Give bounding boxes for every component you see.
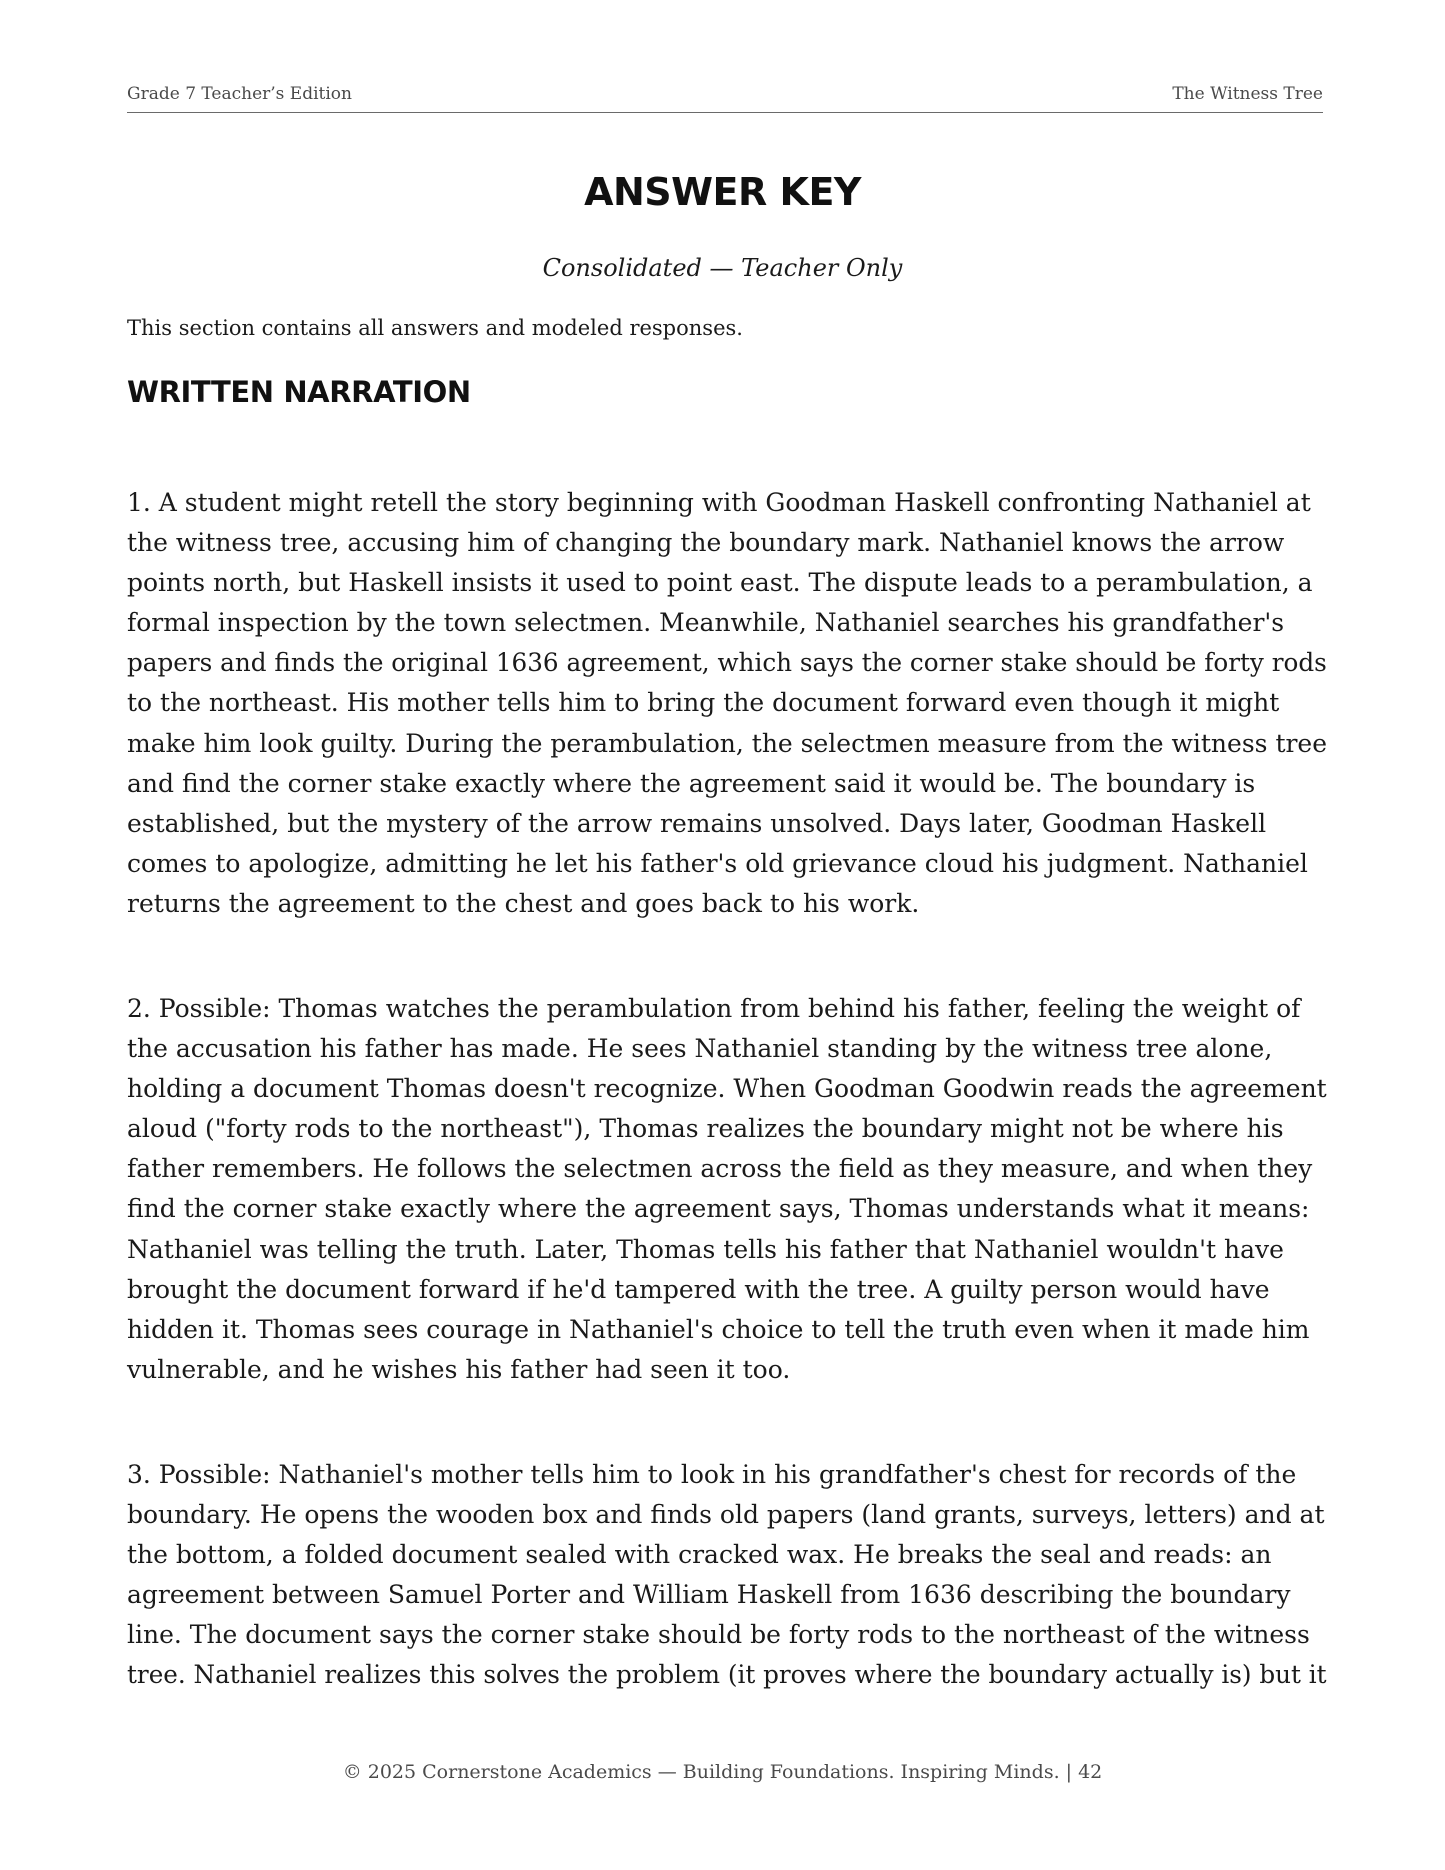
answer-line: to the northeast. His mother tells him to bring the document forward even though it might: [127, 688, 1280, 718]
answer-line: agreement between Samuel Porter and William Haskell from 1636 describing the boundary: [127, 1580, 1291, 1610]
answer-line: find the corner stake exactly where the agreement says, Thomas understands what it means:: [127, 1194, 1310, 1224]
answer-line: established, but the mystery of the arrow remains unsolved. Days later, Goodman Haskell: [127, 808, 1267, 838]
answer-3: [127, 1455, 1327, 1696]
page-footer: © 2025 Cornerstone Academics — Building Foundations. Inspiring Minds. | 42: [342, 1761, 1103, 1783]
header-book-title: The Witness Tree: [1172, 84, 1323, 104]
answer-line: hidden it. Thomas sees courage in Nathaniel's choice to tell the truth even when it made him: [127, 1314, 1310, 1344]
answer-1: [127, 483, 1327, 924]
answer-line: Nathaniel was telling the truth. Later, Thomas tells his father that Nathaniel wouldn't have: [127, 1234, 1284, 1264]
answer-line: tree. Nathaniel realizes this solves the problem (it proves where the boundary actually is) but it: [127, 1660, 1327, 1690]
answer-line: papers and finds the original 1636 agreement, which says the corner stake should be forty rods: [127, 648, 1327, 678]
answer-line: comes to apologize, admitting he let his father's old grievance cloud his judgment. Nathaniel: [127, 848, 1308, 878]
answer-line: holding a document Thomas doesn't recognize. When Goodman Goodwin reads the agreement: [127, 1074, 1327, 1104]
answer-line: the bottom, a folded document sealed with cracked wax. He breaks the seal and reads: an: [127, 1540, 1272, 1570]
answer-2: [127, 989, 1327, 1390]
answer-line: and find the corner stake exactly where the agreement said it would be. The boundary is: [127, 768, 1256, 798]
answer-line: 2. Possible: Thomas watches the perambulation from behind his father, feeling the weight of: [127, 994, 1301, 1023]
running-header: [127, 84, 1323, 113]
answer-line: the witness tree, accusing him of changing the boundary mark. Nathaniel knows the arrow: [127, 528, 1285, 558]
answer-line: father remembers. He follows the selectmen across the field as they measure, and when they: [127, 1154, 1313, 1184]
page-subtitle: Consolidated — Teacher Only: [542, 254, 903, 282]
answer-line: aloud ("forty rods to the northeast"), Thomas realizes the boundary might not be where his: [127, 1114, 1284, 1144]
answer-line: line. The document says the corner stake should be forty rods to the northeast of the witness: [127, 1620, 1310, 1650]
answer-line: 1. A student might retell the story beginning with Goodman Haskell confronting Nathaniel at: [127, 488, 1311, 517]
page-title: ANSWER KEY: [584, 170, 861, 214]
answer-line: vulnerable, and he wishes his father had seen it too.: [127, 1354, 791, 1384]
answer-line: make him look guilty. During the perambulation, the selectmen measure from the witness tree: [127, 728, 1328, 758]
answer-line: the accusation his father has made. He sees Nathaniel standing by the witness tree alone,: [127, 1034, 1273, 1064]
answer-line: 3. Possible: Nathaniel's mother tells him to look in his grandfather's chest for records of the: [127, 1460, 1297, 1489]
header-course-label: Grade 7 Teacher’s Edition: [127, 84, 352, 104]
intro-text: This section contains all answers and modeled responses.: [127, 316, 743, 340]
section-heading: WRITTEN NARRATION: [127, 375, 471, 409]
answer-line: boundary. He opens the wooden box and finds old papers (land grants, surveys, letters) and at: [127, 1500, 1325, 1530]
answer-line: returns the agreement to the chest and goes back to his work.: [127, 888, 920, 918]
answer-line: points north, but Haskell insists it used to point east. The dispute leads to a perambulation, a: [127, 568, 1313, 598]
answer-line: brought the document forward if he'd tampered with the tree. A guilty person would have: [127, 1274, 1270, 1304]
answer-line: formal inspection by the town selectmen. Meanwhile, Nathaniel searches his grandfather's: [127, 608, 1285, 638]
